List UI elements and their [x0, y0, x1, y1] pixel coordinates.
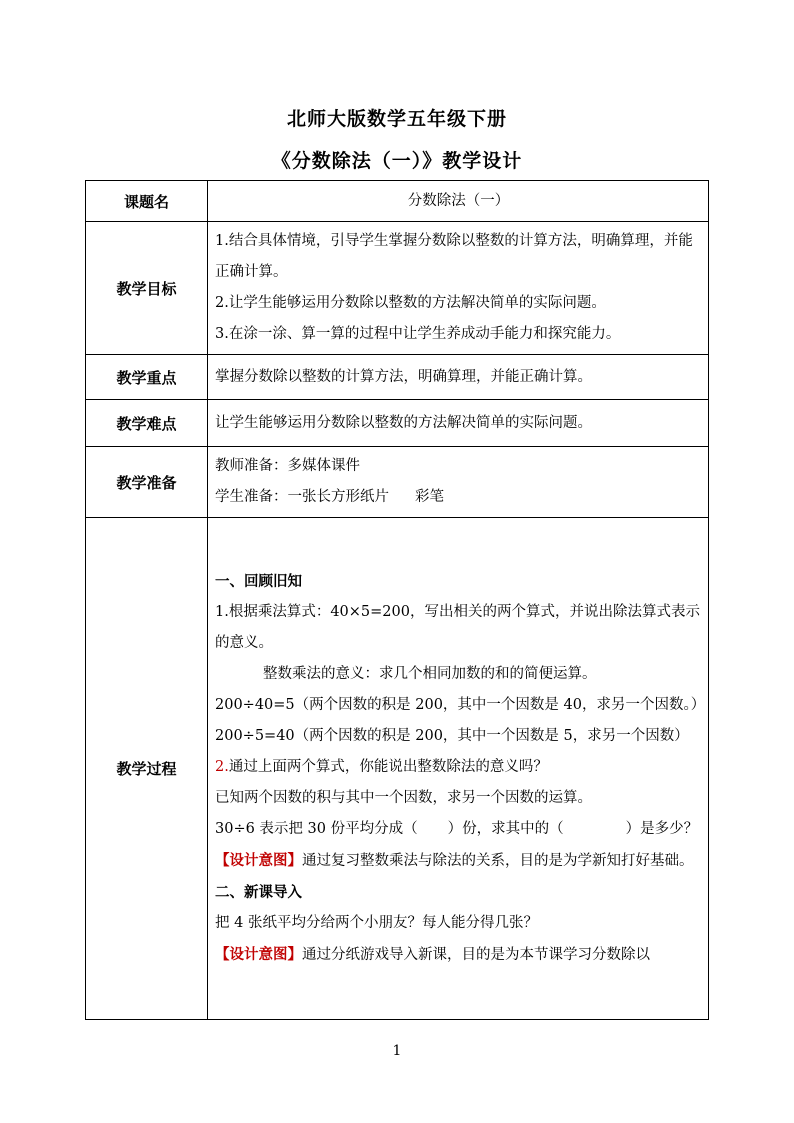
goal-item-1: 1.结合具体情境，引导学生掌握分数除以整数的计算方法，明确算理，并能正确计算。	[215, 233, 693, 280]
difficulty-value: 让学生能够运用分数除以整数的方法解决简单的实际问题。	[208, 400, 709, 447]
goal-item-2: 2.让学生能够运用分数除以整数的方法解决简单的实际问题。	[215, 295, 606, 311]
row-process	[86, 518, 709, 1020]
goals-label: 教学目标	[86, 222, 208, 355]
intent-tag-2: 【设计意图】	[215, 946, 302, 963]
fill-blank-question	[215, 814, 702, 845]
row-difficulty	[86, 400, 709, 447]
process-content	[208, 518, 709, 1020]
equation-2: 200÷5=40（两个因数的积是 200，其中一个因数是 5，求另一个因数）	[215, 728, 689, 744]
student-prep	[215, 482, 702, 513]
row-key	[86, 355, 709, 400]
section-2-question: 把 4 张纸平均分给两个小朋友？每人能分得几张？	[215, 915, 538, 931]
question-2-number: 2.	[215, 759, 229, 775]
document-subtitle: 《分数除法（一）》教学设计	[271, 150, 523, 172]
topic-label: 课题名	[86, 181, 208, 222]
goals-content	[208, 222, 709, 355]
process-label: 教学过程	[86, 518, 208, 1020]
document-title: 北师大版数学五年级下册	[286, 108, 507, 130]
design-intent-2	[215, 939, 702, 971]
teacher-prep: 教师准备：多媒体课件	[215, 458, 360, 474]
key-value: 掌握分数除以整数的计算方法，明确算理，并能正确计算。	[208, 355, 709, 400]
row-prep	[86, 447, 709, 518]
multiplication-meaning: 整数乘法的意义：求几个相同加数的和的简便运算。	[263, 666, 597, 682]
fill-part-c: ）是多少？	[625, 821, 699, 837]
goal-item-3: 3.在涂一涂、算一算的过程中让学生养成动手能力和探究能力。	[215, 326, 621, 342]
student-prep-b: 彩笔	[415, 489, 444, 505]
intent-tag-1: 【设计意图】	[215, 852, 302, 869]
prep-label: 教学准备	[86, 447, 208, 518]
page-number: 1	[392, 1043, 402, 1059]
equation-1: 200÷40=5（两个因数的积是 200，其中一个因数是 40，求另一个因数。）	[215, 697, 706, 713]
prep-content	[208, 447, 709, 518]
question-2	[215, 752, 702, 783]
division-definition: 已知两个因数的积与其中一个因数，求另一个因数的运算。	[215, 790, 592, 806]
section-1-heading: 一、回顾旧知	[215, 573, 302, 590]
section-2-heading: 二、新课导入	[215, 884, 302, 901]
row-topic	[86, 181, 709, 222]
fill-part-a: 30÷6 表示把 30 份平均分成（	[215, 821, 418, 837]
question-1: 1.根据乘法算式：40×5=200，写出相关的两个算式，并说出除法算式表示的意义。	[215, 604, 700, 651]
student-prep-a: 学生准备：一张长方形纸片	[215, 489, 389, 505]
intent-text-1: 通过复习整数乘法与除法的关系，目的是为学新知打好基础。	[302, 853, 694, 869]
difficulty-label: 教学难点	[86, 400, 208, 447]
design-intent-1	[215, 845, 702, 877]
question-2-text: 通过上面两个算式，你能说出整数除法的意义吗？	[228, 759, 548, 775]
fill-part-b: ）份，求其中的（	[447, 821, 564, 837]
topic-value: 分数除法（一）	[208, 181, 709, 222]
intent-text-2: 通过分纸游戏导入新课，目的是为本节课学习分数除以	[302, 947, 650, 963]
lesson-plan-table	[85, 180, 709, 1020]
row-goals	[86, 222, 709, 355]
key-label: 教学重点	[86, 355, 208, 400]
